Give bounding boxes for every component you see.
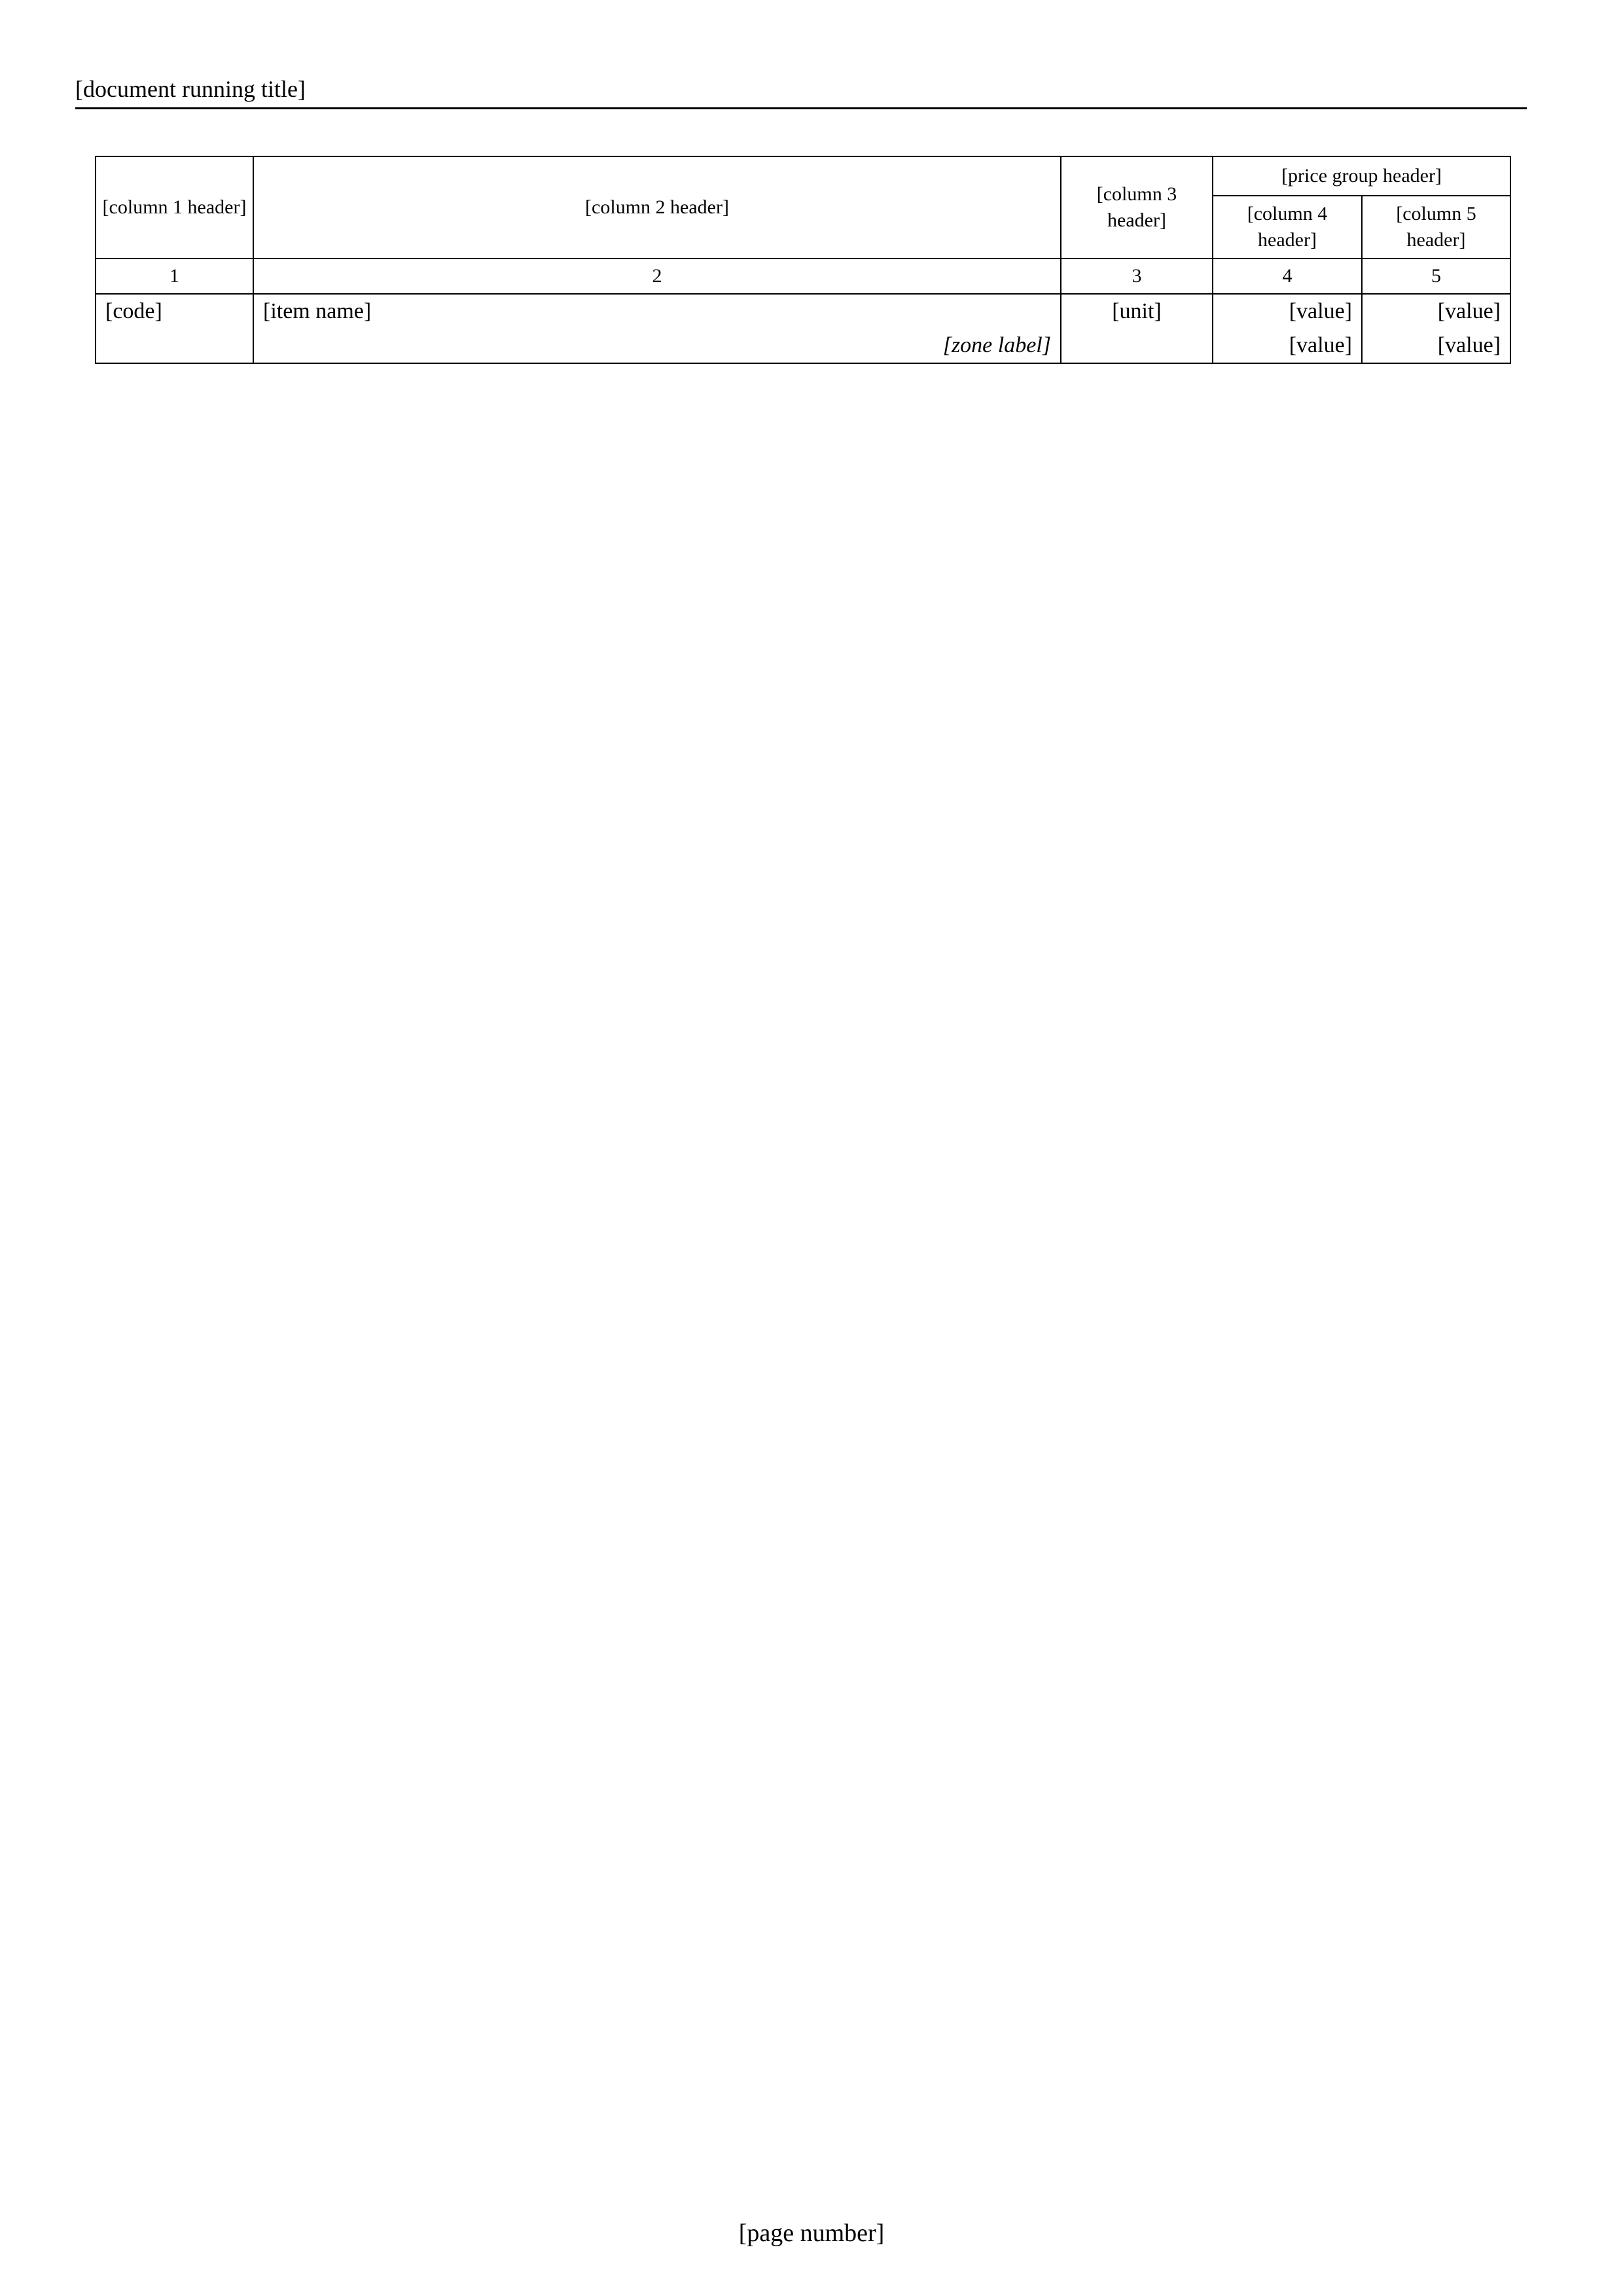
column-number: 2 <box>253 259 1061 294</box>
table-body <box>96 294 1510 363</box>
table-row-zone <box>96 329 1510 363</box>
column-header-code: [column 1 header] <box>96 156 253 259</box>
column-header-price-group: [price group header] <box>1213 156 1510 196</box>
column-number: 4 <box>1213 259 1362 294</box>
resource-code-empty <box>96 329 253 363</box>
column-number: 3 <box>1061 259 1213 294</box>
zone-label: [zone label] <box>253 329 1061 363</box>
column-header-price-release: [column 4 header] <box>1213 196 1362 259</box>
material-name: [item name] <box>253 294 1061 329</box>
table-row-item <box>96 294 1510 329</box>
running-header: [document running title] <box>75 73 1527 109</box>
unit: [unit] <box>1061 294 1213 329</box>
resource-code: [code] <box>96 294 253 329</box>
price-table <box>95 156 1511 364</box>
unit-empty <box>1061 329 1213 363</box>
page-number: [page number] <box>738 2219 885 2247</box>
column-header-price-estimate: [column 5 header] <box>1362 196 1510 259</box>
price-release: [value] <box>1213 294 1362 329</box>
table-header <box>96 156 1510 294</box>
price-release: [value] <box>1213 329 1362 363</box>
column-number: 5 <box>1362 259 1510 294</box>
price-estimate: [value] <box>1362 329 1510 363</box>
column-number: 1 <box>96 259 253 294</box>
price-estimate: [value] <box>1362 294 1510 329</box>
column-header-unit: [column 3 header] <box>1061 156 1213 259</box>
column-header-name: [column 2 header] <box>253 156 1061 259</box>
